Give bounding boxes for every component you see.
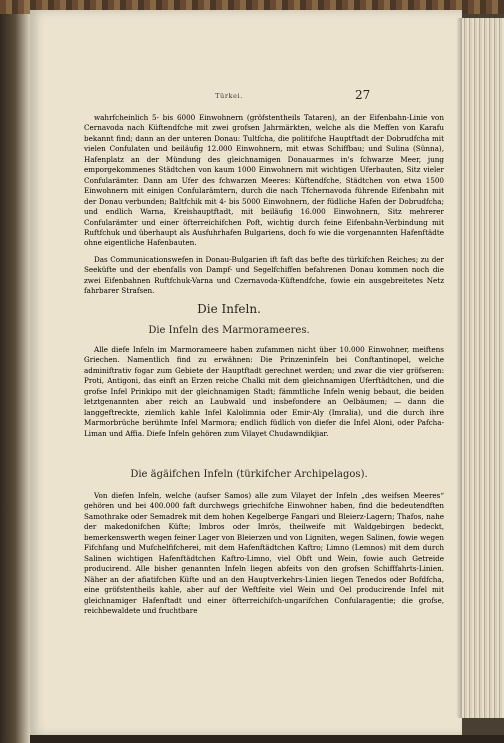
subheading-marmara-islands: Die Infeln des Marmorameeres.	[148, 325, 310, 336]
running-head: Türkei.	[215, 92, 243, 100]
page-stack-edge	[462, 18, 504, 718]
page-number: 27	[355, 88, 371, 102]
paragraph-communications: Das Communicationswefen in Donau-Bulgarien ift faft das befte des türkifchen Reiches; zu der Seeküfte und der ebenfalls von Dampf- und Segelfchiffen befahrenen Donau kommen noch die zwei Eifenbahnen Ruftfchuk-Varna und Czernavoda-Küftendfche, fowie ein ausgebreitetes Netz fahrbarer Strafsen.	[84, 255, 444, 296]
paragraph-dobrudja-towns: wahrfcheinlich 5- bis 6000 Einwohnern (gröfstentheils Tataren), an der Eifenbahn-Linie von Cernavoda nach Küftendfche mit zwei grofsen Jahrmärkten, welche als die Meffen von Karafu bekannt find; dann an der unteren Donau: Tultfcha, die politifche Hauptftadt der Dobrudfcha mit vielen Confulaten und beiläufig 12.000 Einwohnern, mit etwas Schiffbau; und Sulina (Sünna), Hafenplatz an der Mündung des gleichnamigen Donauarmes in's fchwarze Meer, jung emporgekommenes Städtchen von kaum 1000 Einwohnern mit wichtigen Uferbauten, Sitz vieler Confularämter. Dann am Ufer des fchwarzen Meeres: Küftendfche, Städtchen von etwa 1500 Einwohnern mit einigen Confularämtern, durch die nach Tfchernavoda führende Eifenbahn mit der Donau verbunden; Baltfchik mit 4- bis 5000 Einwohnern, der füdliche Hafen der Dobrudfcha; und endlich Warna, Kreishauptftadt, mit beiläufig 16.000 Einwohnern, Sitz mehrerer Confularämter und einer öfterreichifchen Poft, wichtig durch feine Eifenbahn-Verbindung mit Ruftfchuk und überhaupt als Ausfuhrhafen Bulgariens, doch fo wie die vorgenannten Hafenftädte ohne eigentliche Hafenbauten.	[84, 113, 444, 248]
paragraph-aegean-islands: Von diefen Infeln, welche (aufser Samos) alle zum Vilayet der Infeln „des weifsen Meeres“ gehören und bei 400.000 faft durchwegs griechifche Einwohner haben, find die bedeutendften Samothrake oder Semadrek mit dem hohen Kegelberge Fangari und Bleierz-Lagern; Thafos, nahe der makedonifchen Küfte; Imbros oder Imrös, theilweife mit Waldgebirgen bedeckt, bemerkenswerth wegen feiner Lager von Bleierzen und von Ligniten, wegen Salinen, fowie wegen Fifchfang und Mufchelfifcherei, mit dem Hafenftädtchen Kaftro; Limno (Lemnos) mit dem durch Salinen wichtigen Hafenftädtchen Kaftro-Limno, viel Obft und Wein, fowie auch Getreide producirend. Alle bisher genannten Infeln liegen abfeits von den grofsen Schifffahrts-Linien. Näher an der afiatifchen Küfte und an den Hauptverkehrs-Linien liegen Tenedos oder Bofdfcha, eine gröfstentheils kahle, aber auf der Weftfeite viel Wein und Oel producirende Infel mit gleichnamiger Hafenftadt und einer öfterreichifch-ungarifchen Confularagentie; die grofse, reichbewaldete und fruchtbare	[84, 491, 444, 615]
subheading-aegean-islands: Die ägäifchen Infeln (türkifcher Archipelagos).	[130, 469, 368, 480]
section-heading-islands: Die Infeln.	[197, 302, 261, 316]
paragraph-marmara-islands: Alle diefe Infeln im Marmorameere haben zufammen nicht über 10.000 Einwohner, meiftens Griechen. Namentlich find zu erwähnen: Die Prinzeninfeln bei Conftantinopel, welche adminiftrativ fogar zum Gebiete der Hauptftadt gerechnet werden; und zwar die vier gröfseren: Proti, Antigoni, das einft an Erzen reiche Chalki mit dem gleichnamigen Uferftädtchen, und die grofse Infel Prinkipo mit der gleichnamigen Stadt; fämmtliche Infeln wenig bebaut, die beiden letztgenannten aber reich an Laubwald und insbefondere an Oelbäumen; — dann die langgeftreckte, ziemlich kahle Infel Kalolimnia oder Emir-Aly (Imralia), und die durch ihre Marmorbrüche berühmte Infel Marmora; endlich füdlich von diefer die Infel Aloni, oder Pafcha-Liman und Affia. Diefe Infeln gehören zum Vilayet Chudawndikjiar.	[84, 345, 444, 438]
book-bottom-edge	[30, 735, 504, 743]
book-gutter	[0, 0, 30, 743]
